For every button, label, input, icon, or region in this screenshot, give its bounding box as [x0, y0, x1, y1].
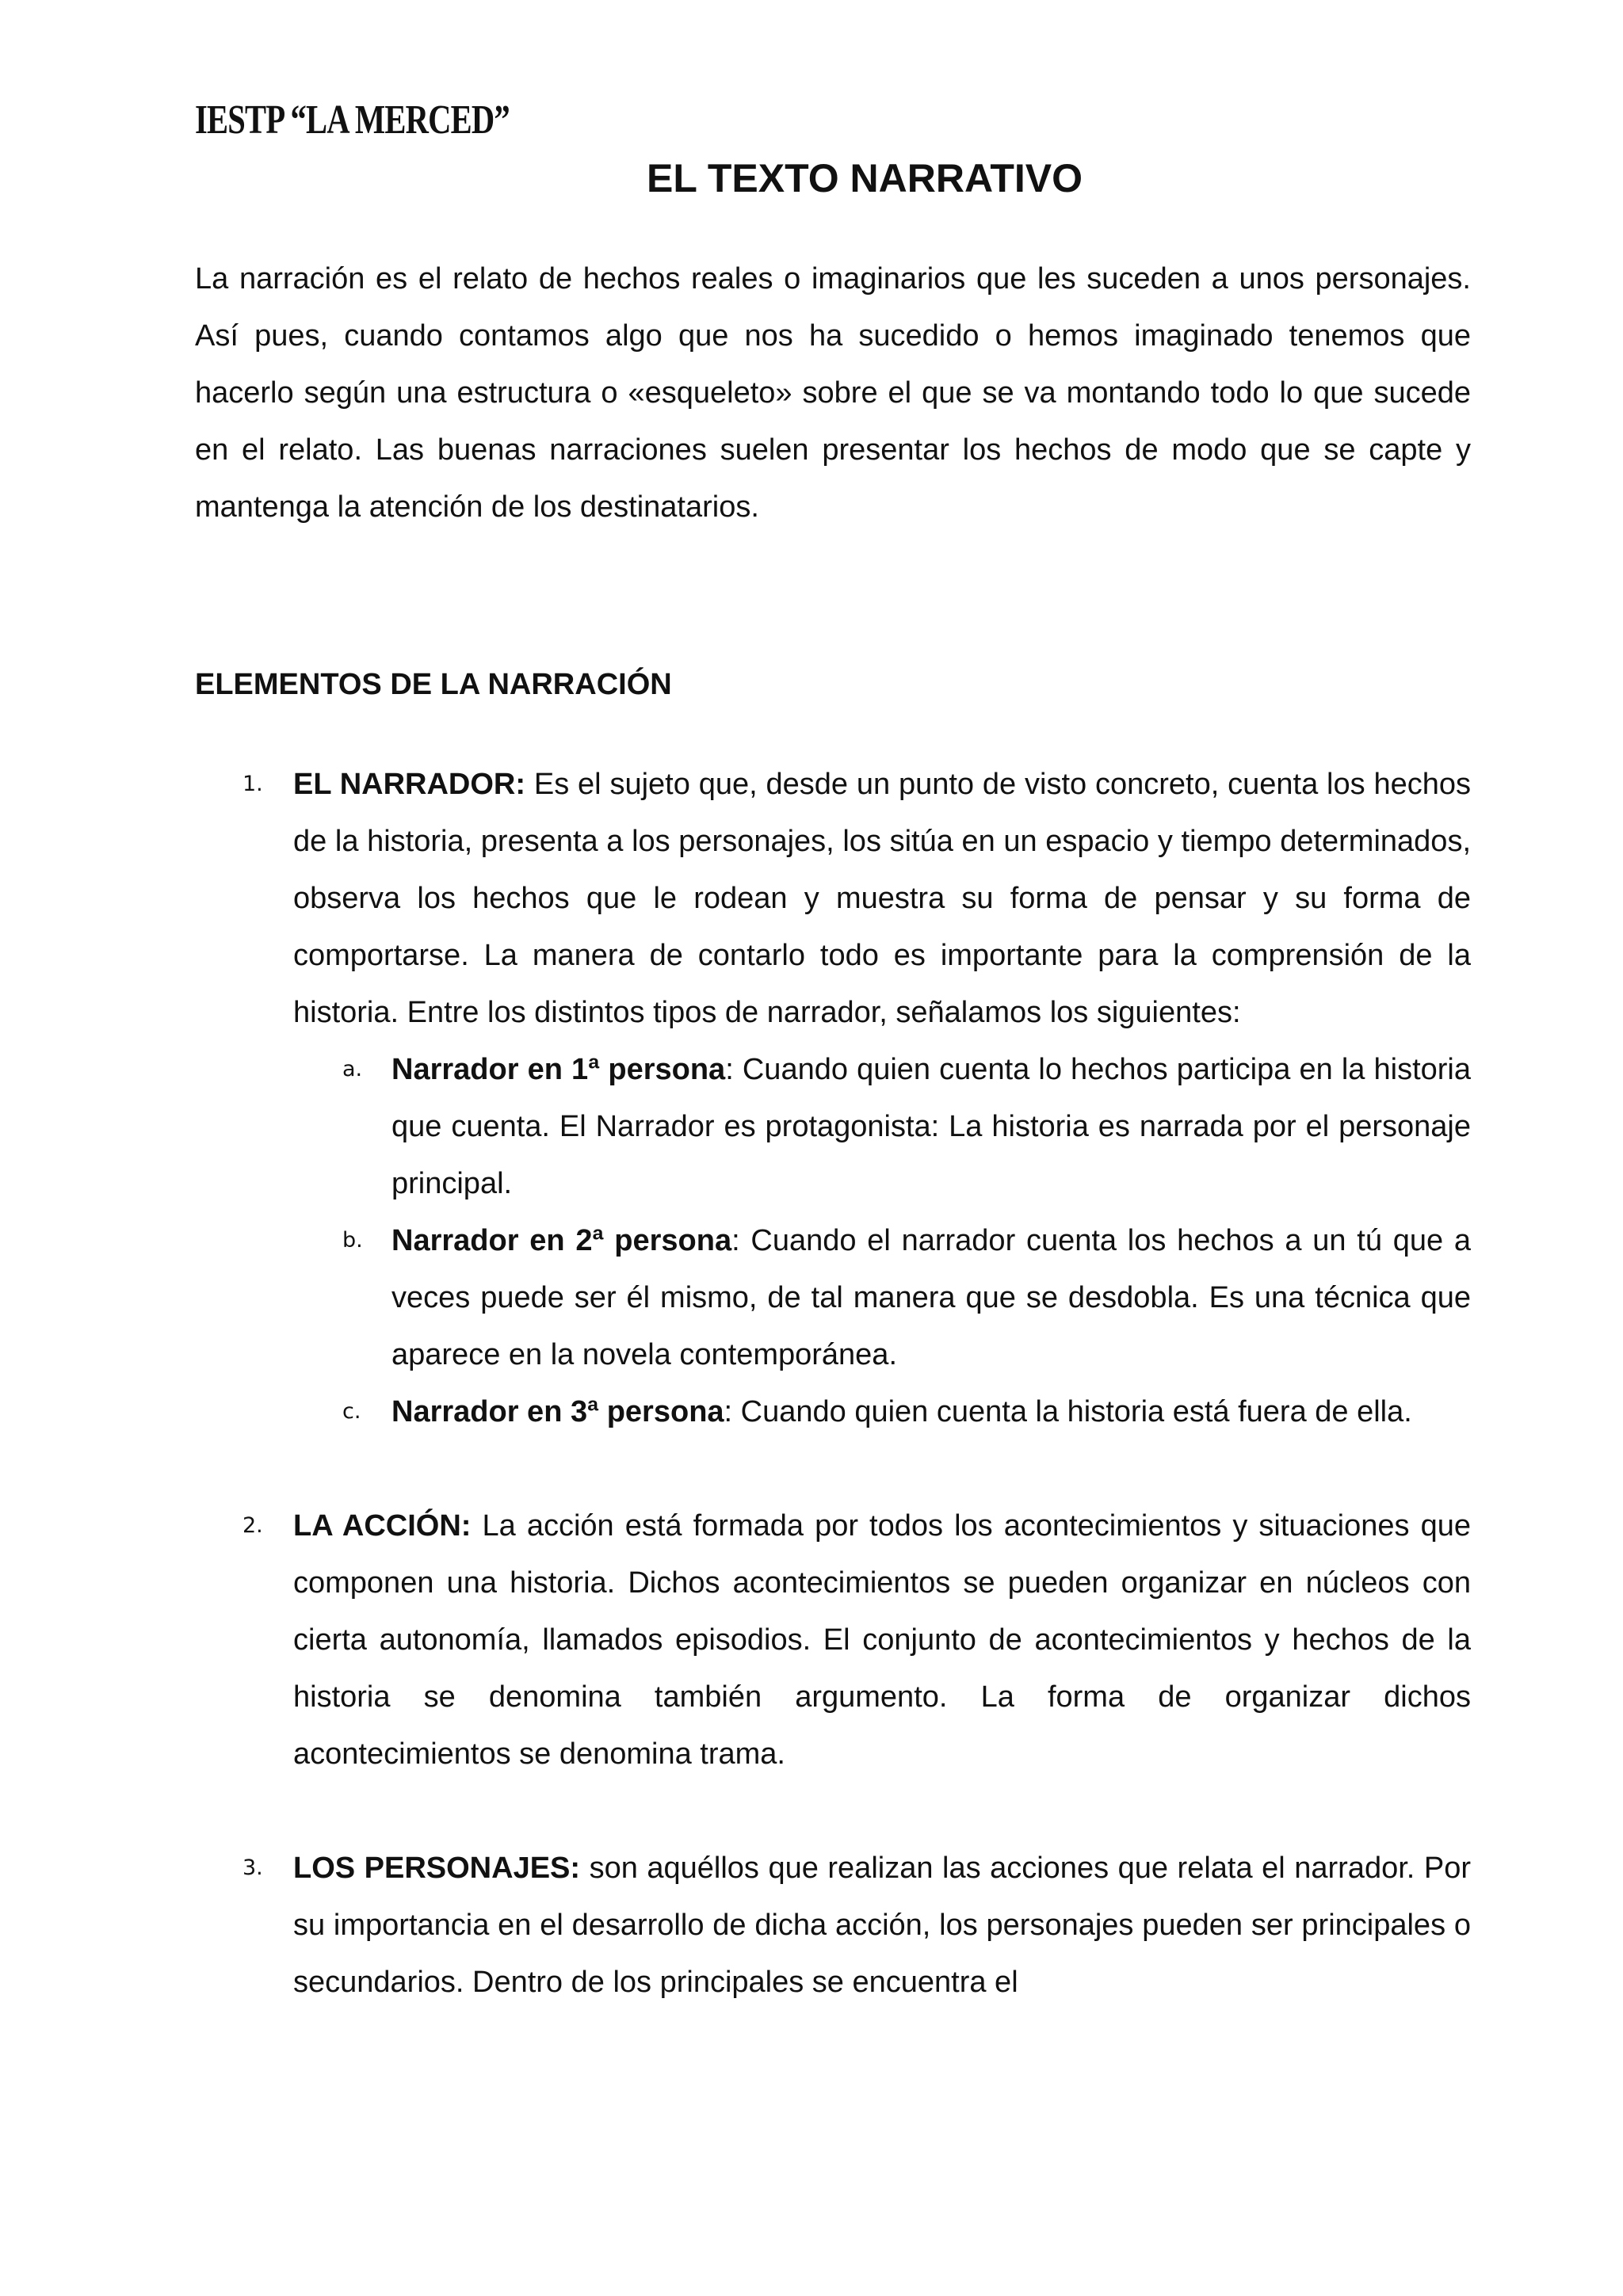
list-number: 2. — [242, 1513, 263, 1538]
item-term: EL NARRADOR: — [293, 768, 526, 801]
sub-item-letter: a. — [342, 1057, 363, 1081]
document-page — [195, 95, 1471, 2068]
document-title: EL TEXTO NARRATIVO — [646, 156, 1083, 200]
sub-item-first-person — [293, 1041, 1471, 1212]
sub-item-second-person — [293, 1212, 1471, 1383]
intro-paragraph: La narración es el relato de hechos reales o imaginarios que les suceden a unos personajes. Así pues, cuando contamos algo que nos ha sucedido o hemos imaginado tenemos que hacerlo según una estructura o «esqueleto» sobre el que se va montando todo lo que sucede en el relato. Las buenas narraciones suelen presentar los hechos de modo que se capte y mantenga la atención de los destinatarios. — [195, 262, 1471, 524]
sub-item-term: Narrador en 1ª persona — [391, 1053, 726, 1086]
sub-item-text: : Cuando quien cuenta lo hechos participa en la historia que cuenta. El Narrador es protagonista: La historia es narrada por el personaje principal. — [391, 1053, 1472, 1200]
sub-item-term: Narrador en 3ª persona — [391, 1395, 724, 1428]
list-number: 3. — [242, 1855, 263, 1880]
sub-item-letter: b. — [342, 1228, 363, 1253]
elements-list — [195, 756, 1471, 2011]
list-item-narrador — [195, 756, 1471, 1440]
list-item-personajes — [195, 1840, 1471, 2011]
list-item-accion — [195, 1497, 1471, 1783]
list-number: 1. — [242, 772, 263, 796]
narrator-types-list — [293, 1041, 1471, 1440]
sub-item-term: Narrador en 2ª persona — [391, 1224, 732, 1257]
sub-item-third-person — [293, 1383, 1471, 1440]
section-heading: ELEMENTOS DE LA NARRACIÓN — [195, 668, 672, 701]
item-text: son aquéllos que realizan las acciones que relata el narrador. Por su importancia en el desarrollo de dicha acción, los personajes pueden ser principales o secundarios. Dentro de los principales se encuentra el — [293, 1852, 1471, 1999]
item-term: LOS PERSONAJES: — [293, 1852, 581, 1885]
item-text: La acción está formada por todos los acontecimientos y situaciones que componen una historia. Dichos acontecimientos se pueden organizar en núcleos con cierta autonomía, llamados episodios. El conjunto de acontecimientos y hechos de la historia se denomina también argumento. La forma de organizar dichos acontecimientos se denomina trama. — [293, 1509, 1471, 1771]
item-term: LA ACCIÓN: — [293, 1509, 472, 1543]
sub-item-text: : Cuando el narrador cuenta los hechos a un tú que a veces puede ser él mismo, de tal manera que se desdobla. Es una técnica que aparece en la novela contemporánea. — [391, 1224, 1472, 1371]
item-text: Es el sujeto que, desde un punto de visto concreto, cuenta los hechos de la historia, presenta a los personajes, los sitúa en un espacio y tiempo determinados, observa los hechos que le rodean y muestra su forma de pensar y su forma de comportarse. La manera de contarlo todo es importante para la comprensión de la historia. Entre los distintos tipos de narrador, señalamos los siguientes: — [293, 768, 1471, 1029]
institution-name: IESTP “LA MERCED” — [195, 97, 510, 143]
sub-item-letter: c. — [342, 1399, 361, 1424]
sub-item-text: : Cuando quien cuenta la historia está fuera de ella. — [724, 1395, 1412, 1428]
